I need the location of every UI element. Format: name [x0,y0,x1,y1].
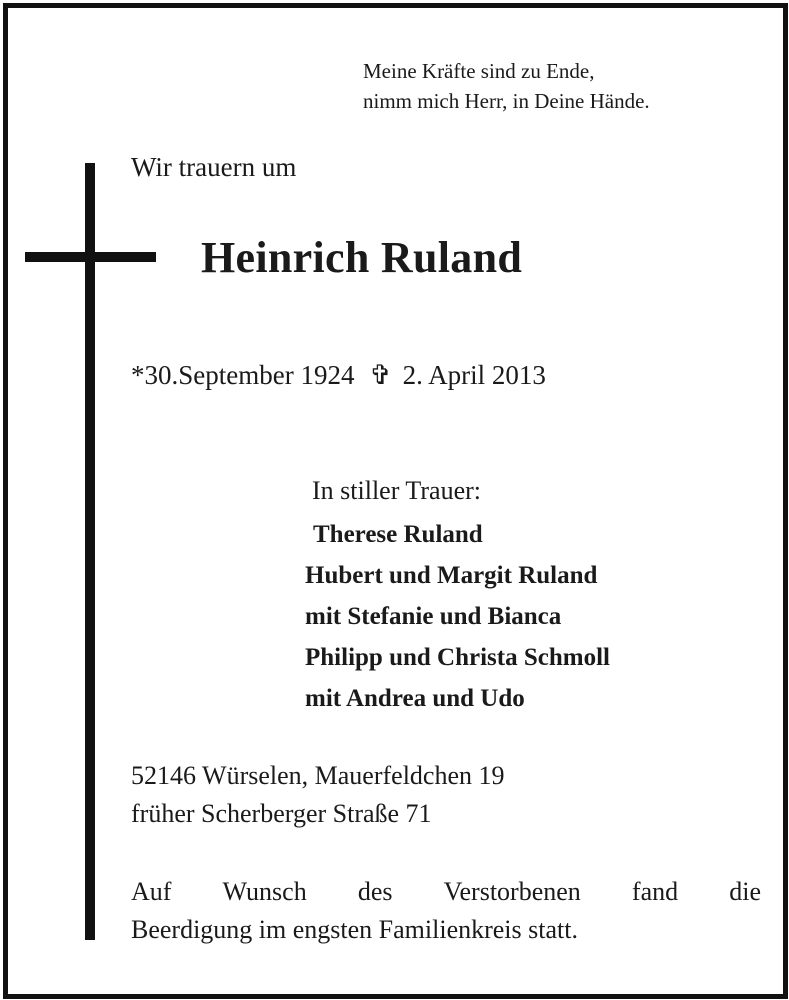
address-line-2: früher Scherberger Straße 71 [131,799,432,828]
address-block [131,757,505,833]
note-word: fand [631,877,679,906]
note-word: Verstorbenen [443,877,581,906]
mourner-line: Philipp und Christa Schmoll [305,644,610,671]
note-word: Auf [131,877,172,906]
burial-note [131,873,761,949]
mourner-line: mit Andrea und Udo [305,685,525,712]
burial-note-line-2: Beerdigung im engsten Familienkreis statt. [131,915,578,944]
motto-line-1: Meine Kräfte sind zu Ende, [363,59,595,83]
death-cross-icon: ✞ [369,360,392,390]
mourning-label: In stiller Trauer: [312,476,481,505]
mourner-line: Hubert und Margit Ruland [305,562,598,589]
motto-verse [363,56,650,116]
note-word: die [729,877,761,906]
mourner-line: mit Stefanie und Bianca [305,603,562,630]
life-dates [131,360,546,391]
death-date: 2. April 2013 [402,360,546,390]
mourners-list [305,514,610,719]
cross-horizontal-bar [25,252,156,262]
deceased-name: Heinrich Ruland [201,233,523,282]
motto-line-2: nimm mich Herr, in Deine Hände. [363,89,650,113]
note-word: Wunsch [222,877,307,906]
intro-text: Wir trauern um [131,152,297,182]
burial-note-line-1 [131,873,761,911]
birth-date: *30.September 1924 [131,360,355,390]
note-word: des [357,877,393,906]
mourner-line: Therese Ruland [313,521,483,548]
cross-vertical-bar [85,163,95,940]
address-line-1: 52146 Würselen, Mauerfeldchen 19 [131,761,505,790]
